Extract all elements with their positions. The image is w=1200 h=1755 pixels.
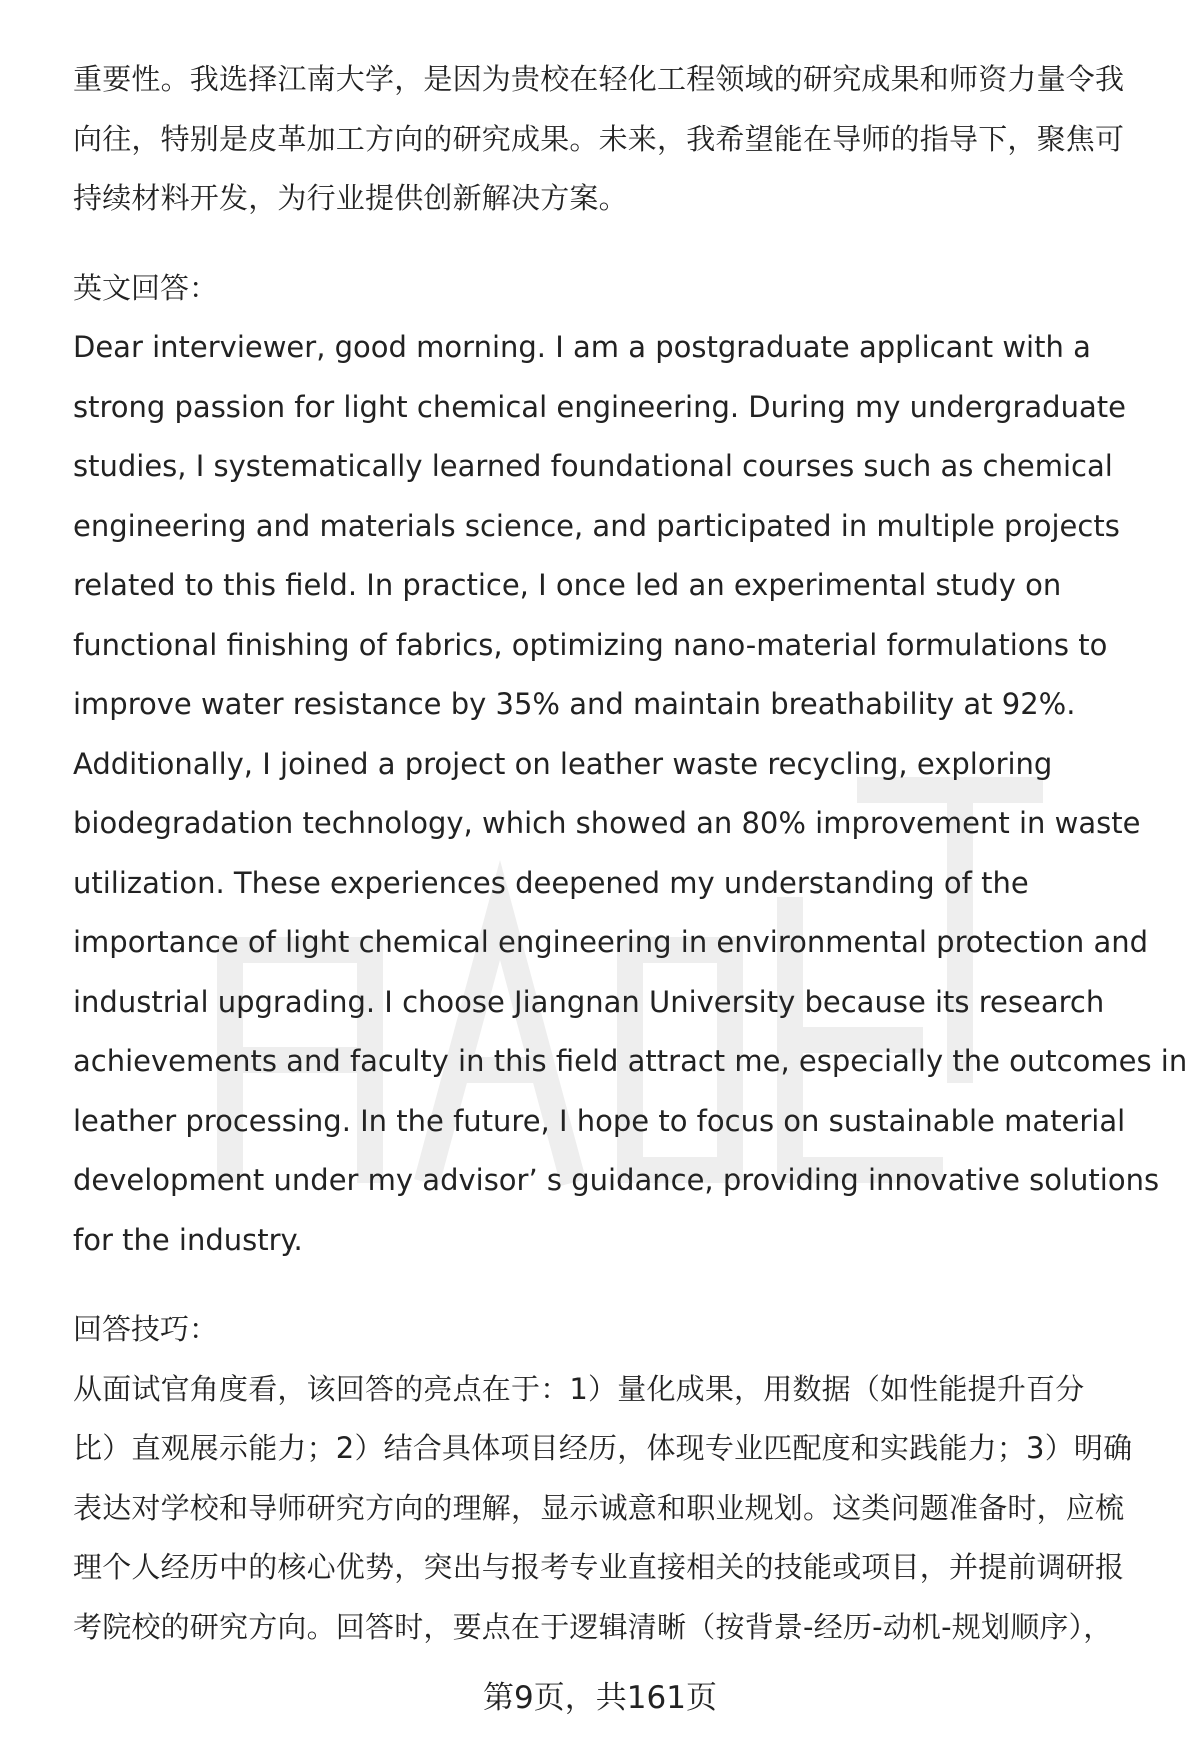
text-line: Additionally, I joined a project on leather waste recycling, exploring <box>73 746 1053 781</box>
text-line: 重要性。我选择江南大学，是因为贵校在轻化工程领域的研究成果和师资力量令我 <box>73 62 1125 96</box>
text-line: industrial upgrading. I choose Jiangnan University because its research <box>73 984 1105 1019</box>
text-line: related to this field. In practice, I once led an experimental study on <box>73 568 1062 602</box>
text-line: leather processing. In the future, I hope to focus on sustainable material <box>73 1103 1126 1138</box>
answer-tips-paragraph <box>73 1360 1148 1658</box>
text-line: biodegradation technology, which showed an 80% improvement in waste <box>73 806 1141 840</box>
text-line: development under my advisor’ s guidance, providing innovative solutions <box>73 1163 1160 1197</box>
page-number-footer: 第9页，共161页 <box>483 1680 717 1716</box>
text-line: 表达对学校和导师研究方向的理解，显示诚意和职业规划。这类问题准备时，应梳 <box>73 1490 1125 1525</box>
text-line: achievements and faculty in this field attract me, especially the outcomes in <box>73 1044 1188 1078</box>
text-line: 从面试官角度看，该回答的亮点在于：1）量化成果，用数据（如性能提升百分 <box>73 1371 1085 1406</box>
intro-paragraph <box>73 50 1148 229</box>
text-line: functional finishing of fabrics, optimizing nano-material formulations to <box>73 627 1108 662</box>
spacer <box>73 1270 1148 1300</box>
text-line: engineering and materials science, and participated in multiple projects <box>73 508 1120 543</box>
text-line: 向往，特别是皮革加工方向的研究成果。未来，我希望能在导师的指导下，聚焦可 <box>73 121 1125 156</box>
answer-tips-heading: 回答技巧： <box>73 1312 219 1346</box>
text-line: studies, I systematically learned foundational courses such as chemical <box>73 449 1113 483</box>
spacer <box>73 229 1148 259</box>
text-line: 理个人经历中的核心优势，突出与报考专业直接相关的技能或项目，并提前调研报 <box>73 1550 1125 1584</box>
text-line: Dear interviewer, good morning. I am a postgraduate applicant with a <box>73 330 1091 364</box>
text-line: 持续材料开发，为行业提供创新解决方案。 <box>73 181 628 215</box>
text-line: importance of light chemical engineering in environmental protection and <box>73 925 1149 959</box>
text-line: for the industry. <box>73 1222 303 1257</box>
text-line: 考院校的研究方向。回答时，要点在于逻辑清晰（按背景-经历-动机-规划顺序）， <box>73 1609 1113 1644</box>
document-page <box>73 50 1188 1657</box>
text-line: strong passion for light chemical engineering. During my undergraduate <box>73 389 1126 424</box>
english-answer-heading: 英文回答： <box>73 270 219 305</box>
text-line: improve water resistance by 35% and maintain breathability at 92%. <box>73 687 1076 721</box>
text-line: 比）直观展示能力；2）结合具体项目经历，体现专业匹配度和实践能力；3）明确 <box>73 1431 1133 1465</box>
text-line: utilization. These experiences deepened my understanding of the <box>73 865 1029 900</box>
english-answer-paragraph <box>73 318 1188 1270</box>
